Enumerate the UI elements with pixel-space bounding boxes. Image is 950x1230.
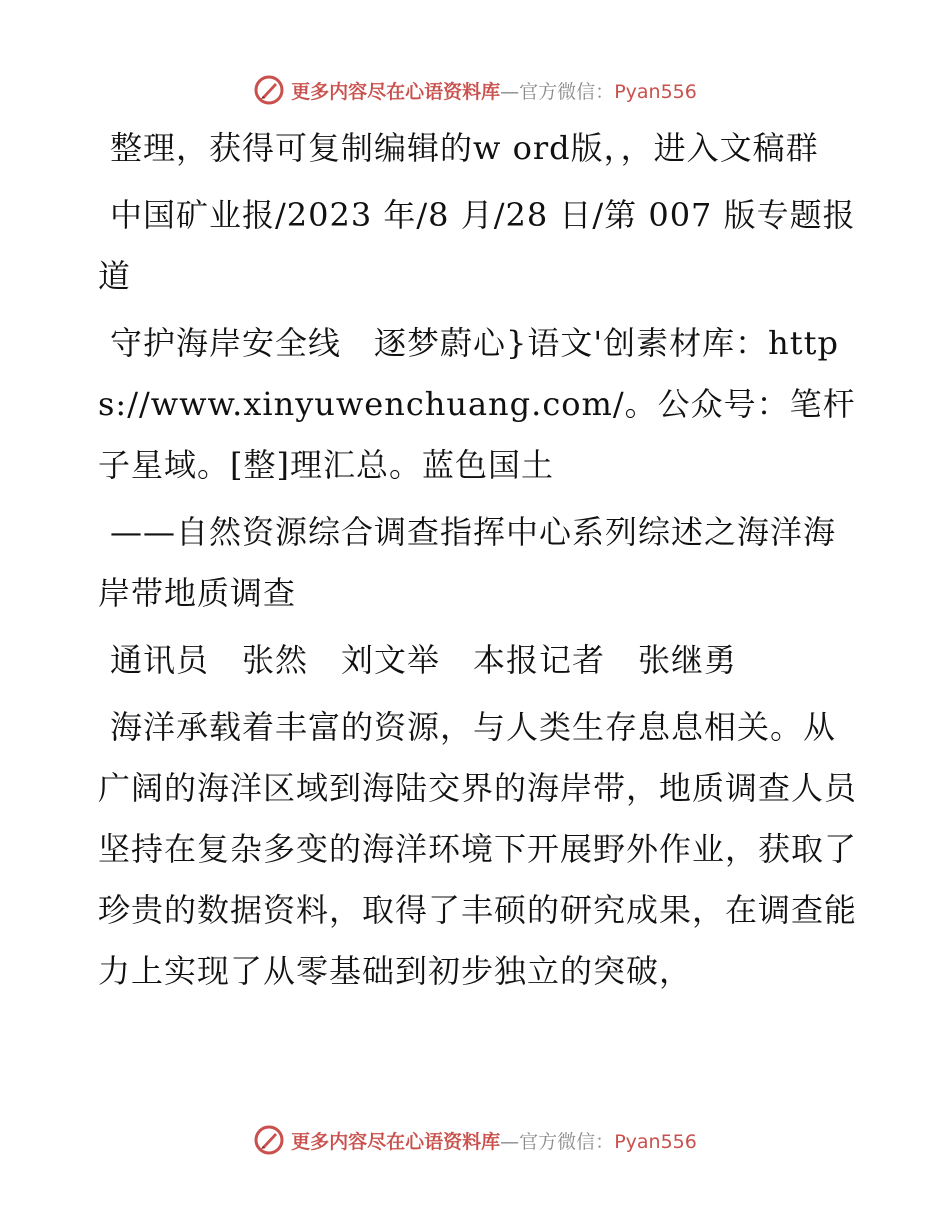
- footer-banner: [0, 1120, 950, 1160]
- paragraph-intro: 整理，获得可复制编辑的w ord版，，进入文稿群: [110, 129, 819, 167]
- header-banner: [0, 70, 950, 110]
- document-body: [98, 118, 858, 1008]
- banner-label: 官方微信：: [519, 80, 615, 103]
- quill-logo-icon: [253, 74, 285, 106]
- banner-separator: —: [500, 80, 520, 103]
- banner-prefix: 更多内容尽在心语资料库: [291, 80, 501, 103]
- paragraph-byline: 通讯员 张然 刘文举 本报记者 张继勇: [110, 641, 738, 679]
- paragraph-title: 守护海岸安全线 逐梦蔚心}语文'创素材库：https://www.xinyuwenchuang.com/。公众号：笔杆子星域。[整]理汇总。蓝色国土: [98, 324, 856, 484]
- paragraph-source: 中国矿业报/2023 年/8 月/28 日/第 007 版专题报道: [98, 196, 856, 295]
- banner-account: Pyan556: [614, 80, 697, 103]
- banner-text: [291, 1127, 697, 1154]
- banner-label: 官方微信：: [519, 1130, 615, 1153]
- paragraph-subtitle: ——自然资源综合调查指挥中心系列综述之海洋海岸带地质调查: [98, 513, 837, 612]
- banner-prefix: 更多内容尽在心语资料库: [291, 1130, 501, 1153]
- paragraph-body: 海洋承载着丰富的资源，与人类生存息息相关。从广阔的海洋区域到海陆交界的海岸带，地质调查人员坚持在复杂多变的海洋环境下开展野外作业，获取了珍贵的数据资料，取得了丰硕的研究成果，在调查能力上实现了从零基础到初步独立的突破，: [98, 708, 858, 990]
- banner-account: Pyan556: [614, 1130, 697, 1153]
- banner-separator: —: [500, 1130, 520, 1153]
- banner-text: [291, 77, 697, 104]
- quill-logo-icon: [253, 1124, 285, 1156]
